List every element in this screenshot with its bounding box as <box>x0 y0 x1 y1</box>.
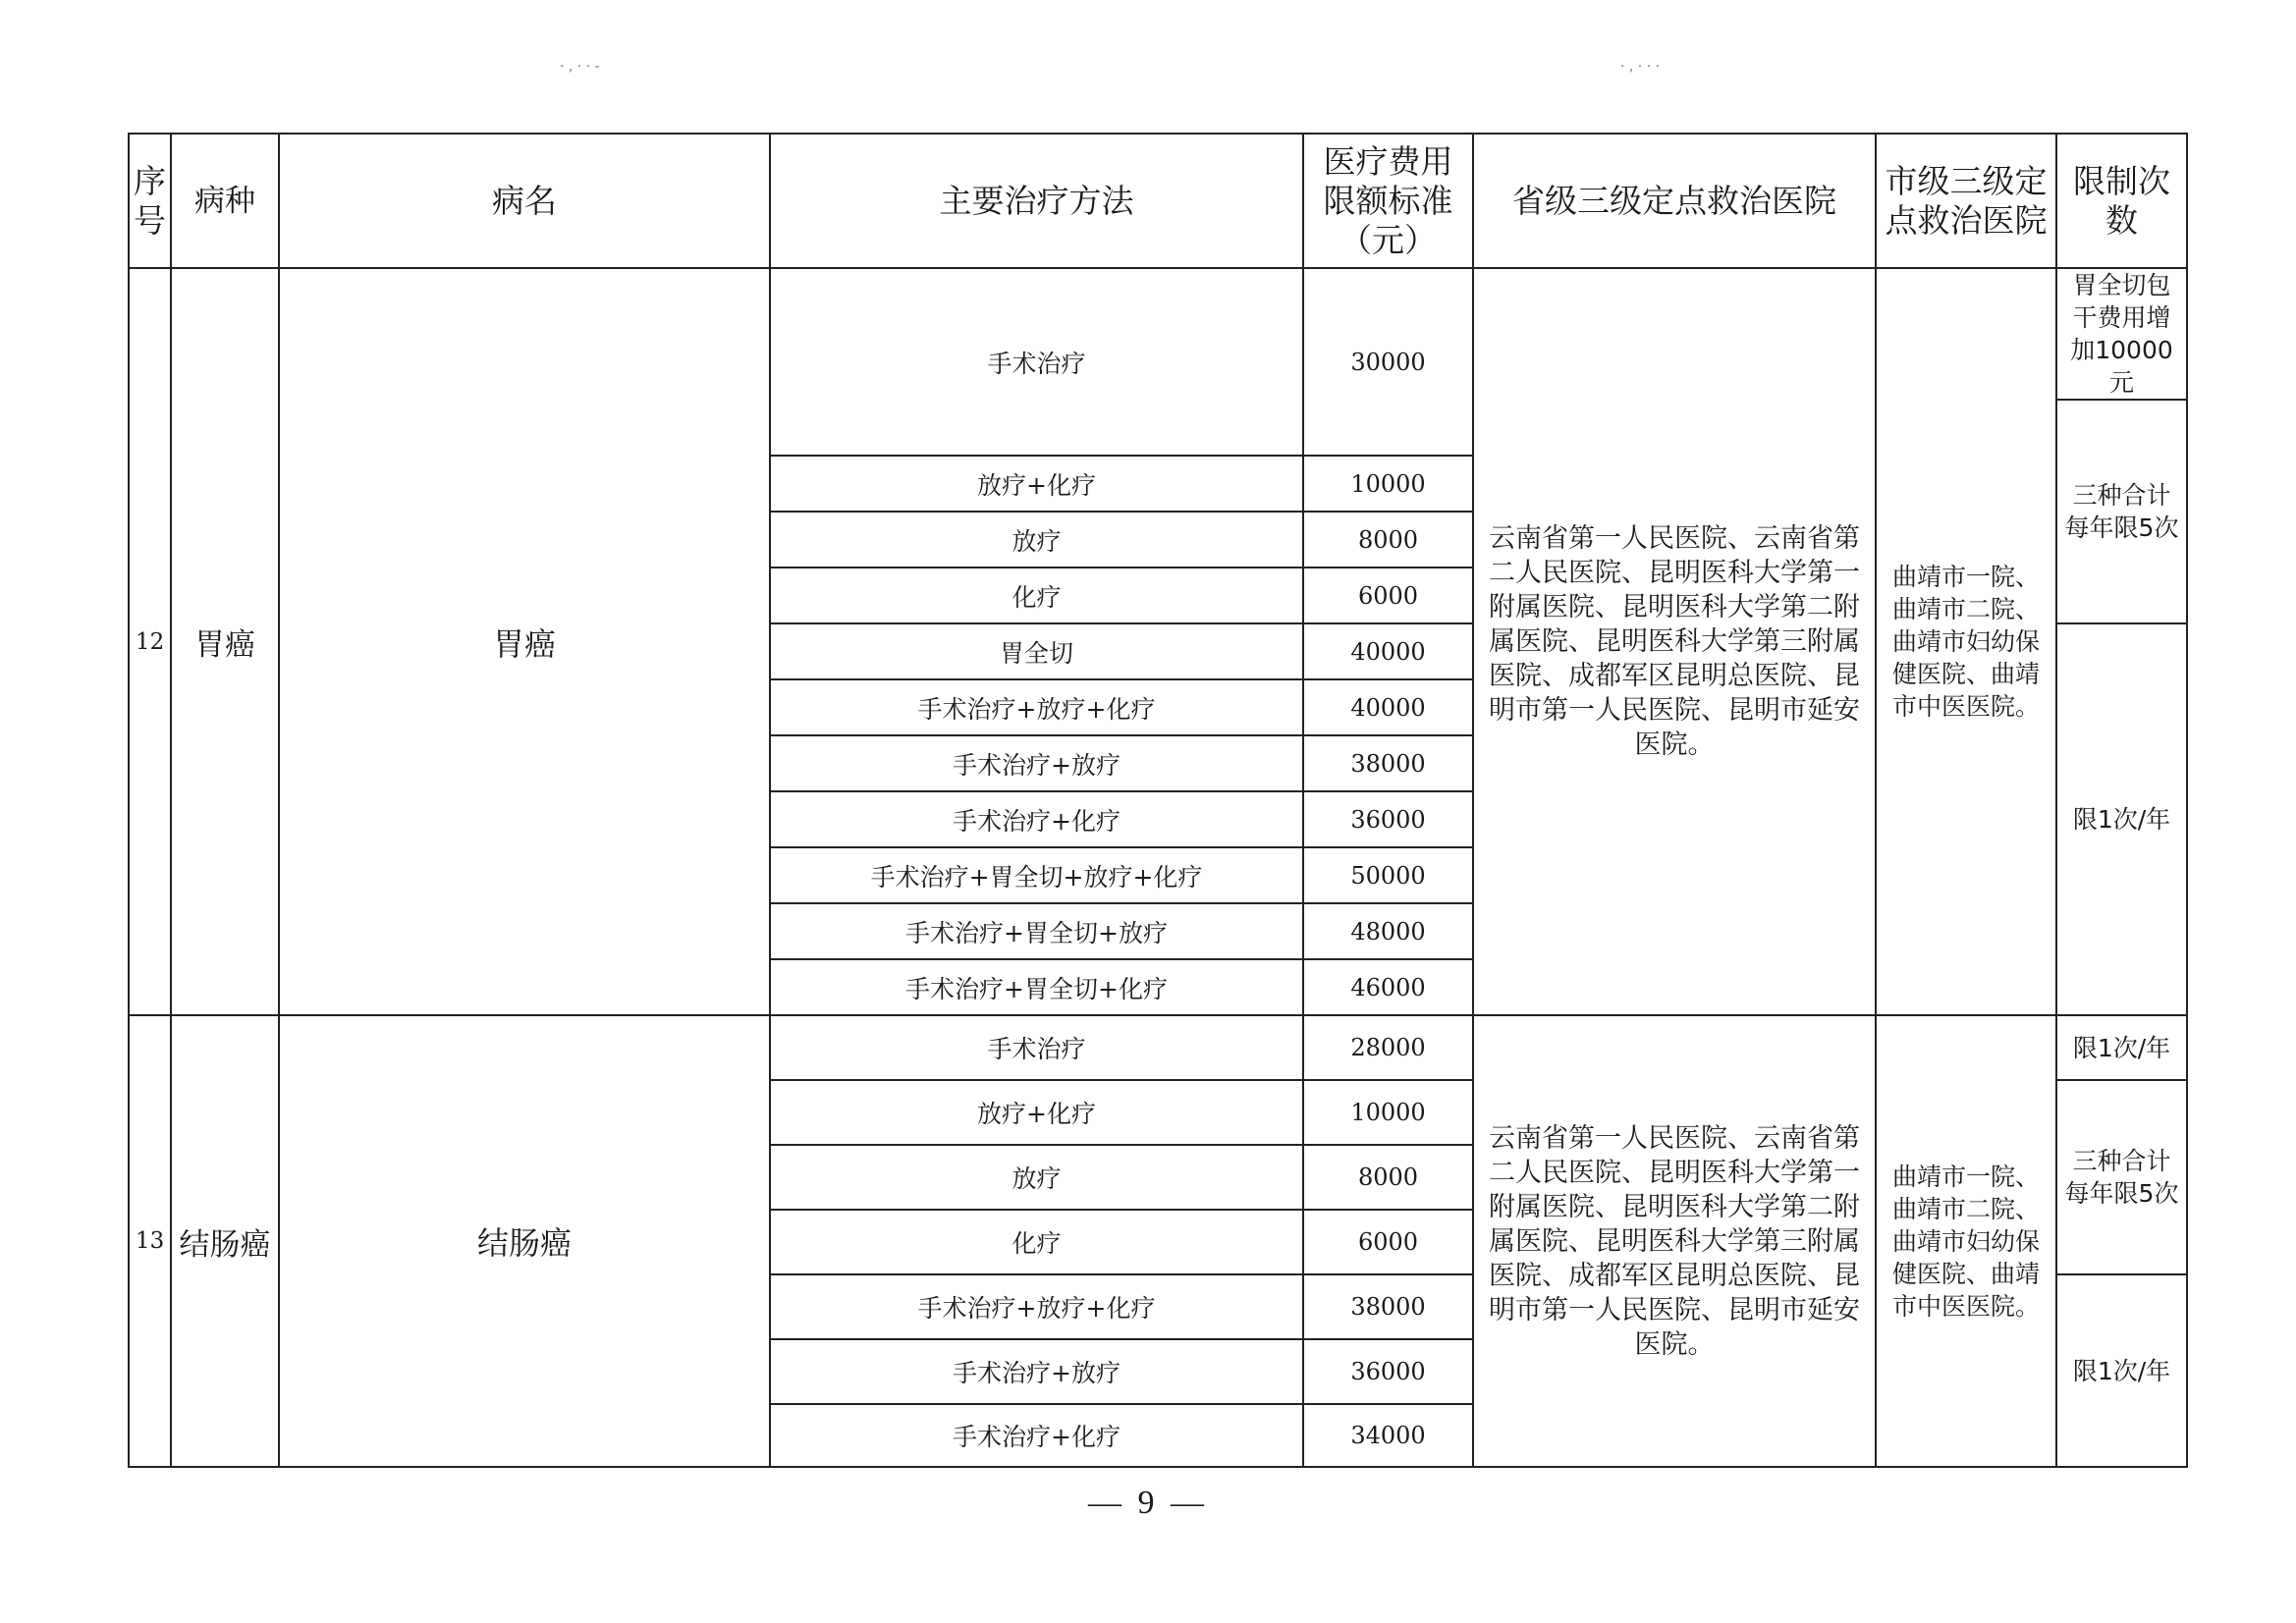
row-disease-name: 胃癌 <box>279 268 770 1015</box>
cost-limit: 34000 <box>1303 1404 1473 1467</box>
treatment-method: 放疗 <box>770 512 1303 568</box>
scan-speck: · , · · - <box>560 59 600 75</box>
treatment-method: 放疗+化疗 <box>770 1080 1303 1145</box>
header-provincial-hospitals: 省级三级定点救治医院 <box>1473 134 1876 268</box>
header-cost: 医疗费用限额标准（元） <box>1303 134 1473 268</box>
header-city-hospitals: 市级三级定点救治医院 <box>1876 134 2056 268</box>
treatment-method: 手术治疗+胃全切+放疗+化疗 <box>770 847 1303 903</box>
row-idx: 13 <box>129 1015 171 1467</box>
cost-limit: 8000 <box>1303 512 1473 568</box>
treatment-method: 化疗 <box>770 1210 1303 1274</box>
cost-limit: 8000 <box>1303 1145 1473 1210</box>
limit-note: 胃全切包干费用增加10000元 <box>2056 268 2187 400</box>
treatment-method: 手术治疗 <box>770 1015 1303 1080</box>
table-header-row <box>129 134 2187 268</box>
treatment-method: 放疗+化疗 <box>770 456 1303 512</box>
treatment-method: 手术治疗 <box>770 268 1303 456</box>
limit-note: 限1次/年 <box>2056 623 2187 1015</box>
cost-limit: 36000 <box>1303 791 1473 847</box>
treatment-method: 手术治疗+化疗 <box>770 1404 1303 1467</box>
cost-limit: 40000 <box>1303 623 1473 679</box>
cost-limit: 6000 <box>1303 1210 1473 1274</box>
cost-limit: 40000 <box>1303 679 1473 735</box>
row-idx: 12 <box>129 268 171 1015</box>
header-method: 主要治疗方法 <box>770 134 1303 268</box>
cost-limit: 10000 <box>1303 1080 1473 1145</box>
cost-limit: 50000 <box>1303 847 1473 903</box>
page-number: — 9 — <box>1088 1485 1208 1521</box>
table-row <box>129 268 2187 400</box>
cost-limit: 10000 <box>1303 456 1473 512</box>
provincial-hospitals: 云南省第一人民医院、云南省第二人民医院、昆明医科大学第一附属医院、昆明医科大学第二附属医院、昆明医科大学第三附属医院、成都军区昆明总医院、昆明市第一人民医院、昆明市延安医院。 <box>1473 268 1876 1015</box>
cost-limit: 46000 <box>1303 959 1473 1015</box>
cost-limit: 6000 <box>1303 568 1473 623</box>
cost-limit: 38000 <box>1303 735 1473 791</box>
cost-limit: 30000 <box>1303 268 1473 456</box>
limit-note: 三种合计每年限5次 <box>2056 400 2187 623</box>
provincial-hospitals: 云南省第一人民医院、云南省第二人民医院、昆明医科大学第一附属医院、昆明医科大学第二附属医院、昆明医科大学第三附属医院、成都军区昆明总医院、昆明市第一人民医院、昆明市延安医院。 <box>1473 1015 1876 1467</box>
treatment-method: 手术治疗+放疗 <box>770 1339 1303 1404</box>
header-limit: 限制次数 <box>2056 134 2187 268</box>
treatment-method: 放疗 <box>770 1145 1303 1210</box>
disease-cost-table <box>128 133 2188 1468</box>
limit-note: 限1次/年 <box>2056 1274 2187 1467</box>
treatment-method: 手术治疗+胃全切+化疗 <box>770 959 1303 1015</box>
table-row <box>129 1015 2187 1080</box>
row-category: 胃癌 <box>171 268 279 1015</box>
cost-limit: 38000 <box>1303 1274 1473 1339</box>
header-idx: 序号 <box>129 134 171 268</box>
limit-note: 三种合计每年限5次 <box>2056 1080 2187 1274</box>
header-category: 病种 <box>171 134 279 268</box>
city-hospitals: 曲靖市一院、曲靖市二院、曲靖市妇幼保健医院、曲靖市中医医院。 <box>1876 1015 2056 1467</box>
header-disease: 病名 <box>279 134 770 268</box>
treatment-method: 手术治疗+放疗+化疗 <box>770 679 1303 735</box>
treatment-method: 化疗 <box>770 568 1303 623</box>
cost-limit: 28000 <box>1303 1015 1473 1080</box>
treatment-method: 手术治疗+放疗+化疗 <box>770 1274 1303 1339</box>
row-disease-name: 结肠癌 <box>279 1015 770 1467</box>
treatment-method: 胃全切 <box>770 623 1303 679</box>
treatment-method: 手术治疗+放疗 <box>770 735 1303 791</box>
scan-speck: · , · · · <box>1620 59 1661 75</box>
limit-note: 限1次/年 <box>2056 1015 2187 1080</box>
cost-limit: 48000 <box>1303 903 1473 959</box>
cost-limit: 36000 <box>1303 1339 1473 1404</box>
treatment-method: 手术治疗+化疗 <box>770 791 1303 847</box>
row-category: 结肠癌 <box>171 1015 279 1467</box>
treatment-method: 手术治疗+胃全切+放疗 <box>770 903 1303 959</box>
city-hospitals: 曲靖市一院、曲靖市二院、曲靖市妇幼保健医院、曲靖市中医医院。 <box>1876 268 2056 1015</box>
